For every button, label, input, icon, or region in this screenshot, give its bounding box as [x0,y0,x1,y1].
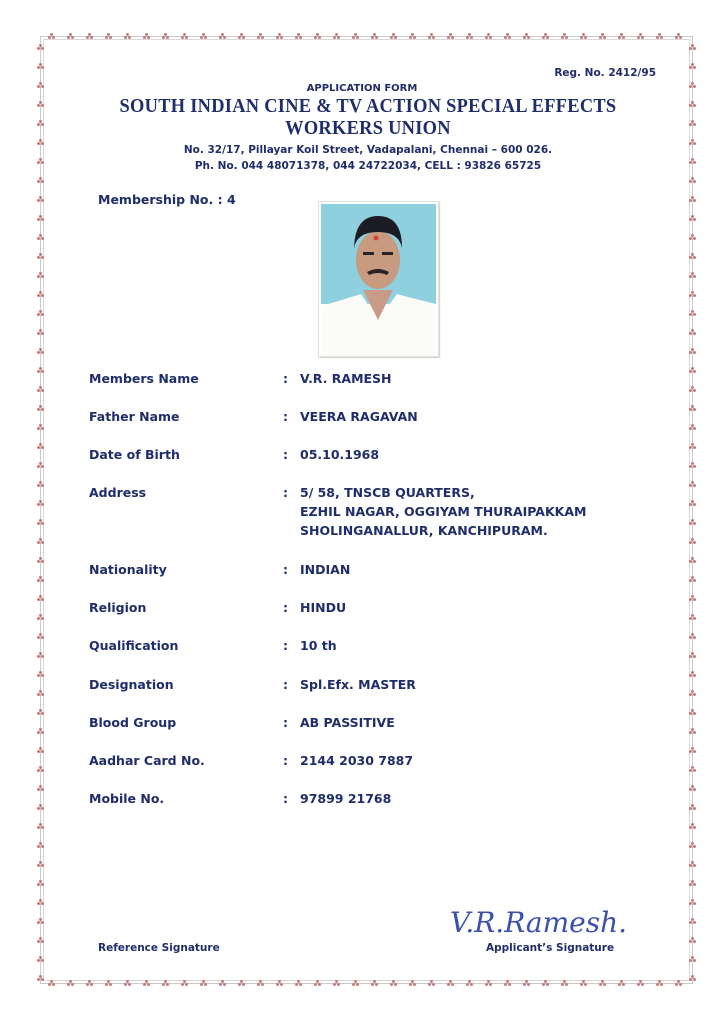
trefoil-icon [523,33,530,40]
trefoil-icon [238,33,245,40]
field-value [300,560,350,579]
field-value-line: SHOLINGANALLUR, KANCHIPURAM. [300,523,548,538]
trefoil-icon [37,519,44,526]
trefoil-icon [352,33,359,40]
trefoil-icon [689,462,696,469]
trefoil-icon [371,980,378,987]
applicant-signature-label: Applicant’s Signature [486,942,615,954]
field-value [300,751,413,770]
trefoil-icon [143,980,150,987]
registration-number: Reg. No. 2412/95 [554,67,656,79]
trefoil-icon [257,33,264,40]
trefoil-icon [689,899,696,906]
trefoil-icon [37,177,44,184]
trefoil-icon [689,880,696,887]
trefoil-icon [37,690,44,697]
trefoil-icon [48,980,55,987]
trefoil-icon [637,33,644,40]
trefoil-icon [689,44,696,51]
trefoil-icon [37,291,44,298]
trefoil-icon [37,196,44,203]
trefoil-icon [689,671,696,678]
trefoil-icon [67,33,74,40]
trefoil-icon [37,63,44,70]
trefoil-icon [689,538,696,545]
person-portrait-icon [319,202,438,356]
trefoil-icon [276,33,283,40]
trefoil-icon [689,956,696,963]
trefoil-icon [689,937,696,944]
trefoil-icon [409,33,416,40]
form-title: APPLICATION FORM [306,83,418,94]
trefoil-icon [37,804,44,811]
trefoil-icon [689,975,696,982]
trefoil-icon [37,310,44,317]
field-label: Mobile No. [89,791,165,806]
trefoil-icon [37,633,44,640]
field-value [300,369,392,388]
trefoil-icon [689,595,696,602]
trefoil-icon [637,980,644,987]
trefoil-icon [485,33,492,40]
field-value [300,713,395,732]
field-separator: : [283,715,288,730]
trefoil-icon [37,329,44,336]
trefoil-icon [143,33,150,40]
trefoil-icon [689,63,696,70]
field-label: Father Name [89,409,180,424]
trefoil-icon [37,253,44,260]
trefoil-icon [542,980,549,987]
trefoil-icon [37,785,44,792]
trefoil-icon [689,367,696,374]
trefoil-icon [37,44,44,51]
trefoil-icon [37,747,44,754]
field-value [300,789,391,808]
trefoil-icon [504,33,511,40]
field-separator: : [283,447,288,462]
field-separator: : [283,562,288,577]
trefoil-icon [37,481,44,488]
field-value-line: 05.10.1968 [300,447,380,462]
trefoil-icon [333,980,340,987]
trefoil-icon [67,980,74,987]
trefoil-icon [466,33,473,40]
trefoil-icon [37,367,44,374]
trefoil-icon [105,980,112,987]
trefoil-icon [618,33,625,40]
field-label: Date of Birth [89,447,180,462]
trefoil-icon [428,33,435,40]
field-label: Religion [89,600,147,615]
trefoil-icon [37,234,44,241]
trefoil-icon [295,33,302,40]
trefoil-icon [689,234,696,241]
trefoil-icon [37,538,44,545]
trefoil-icon [37,348,44,355]
trefoil-icon [689,747,696,754]
field-value-line: INDIAN [300,562,351,577]
applicant-signature [446,898,636,942]
trefoil-icon [37,405,44,412]
trefoil-icon [37,671,44,678]
trefoil-icon [689,918,696,925]
membership-number: Membership No. : 4 [98,192,236,207]
field-separator: : [283,371,288,386]
trefoil-icon [689,861,696,868]
trefoil-icon [105,33,112,40]
union-phone: Ph. No. 044 48071378, 044 24722034, CELL : 93826 65725 [194,160,542,172]
trefoil-icon [48,33,55,40]
trefoil-icon [37,443,44,450]
trefoil-icon [37,880,44,887]
field-separator: : [283,409,288,424]
trefoil-icon [689,614,696,621]
signature-text: V.R.Ramesh. [450,906,628,939]
applicant-photo [318,201,439,357]
trefoil-icon [689,196,696,203]
trefoil-icon [689,291,696,298]
trefoil-icon [37,975,44,982]
trefoil-icon [689,842,696,849]
trefoil-icon [390,33,397,40]
field-value-line: V.R. RAMESH [300,371,392,386]
field-value [300,675,416,694]
trefoil-icon [447,980,454,987]
trefoil-icon [689,405,696,412]
trefoil-icon [689,690,696,697]
trefoil-icon [675,980,682,987]
trefoil-icon [599,33,606,40]
trefoil-icon [37,386,44,393]
trefoil-icon [409,980,416,987]
trefoil-icon [504,980,511,987]
trefoil-icon [689,272,696,279]
trefoil-icon [37,215,44,222]
union-name-line2: WORKERS UNION [285,117,451,139]
trefoil-icon [447,33,454,40]
trefoil-icon [181,980,188,987]
trefoil-icon [37,595,44,602]
field-value-line: AB PASSITIVE [300,715,395,730]
trefoil-icon [689,500,696,507]
trefoil-icon [542,33,549,40]
trefoil-icon [689,823,696,830]
trefoil-icon [689,424,696,431]
trefoil-icon [371,33,378,40]
trefoil-icon [656,33,663,40]
trefoil-icon [37,937,44,944]
trefoil-icon [428,980,435,987]
trefoil-icon [37,272,44,279]
trefoil-icon [333,33,340,40]
trefoil-icon [37,899,44,906]
trefoil-icon [200,980,207,987]
field-value-line: 97899 21768 [300,791,392,806]
trefoil-icon [37,861,44,868]
field-separator: : [283,791,288,806]
field-separator: : [283,485,288,500]
field-value [300,636,337,655]
union-address: No. 32/17, Pillayar Koil Street, Vadapalani, Chennai – 600 026. [183,144,553,156]
field-label: Address [89,485,147,500]
trefoil-icon [689,253,696,260]
trefoil-icon [37,823,44,830]
trefoil-icon [37,766,44,773]
trefoil-icon [238,980,245,987]
field-value-line: HINDU [300,600,347,615]
field-value-line: 5/ 58, TNSCB QUARTERS, [300,485,475,500]
trefoil-icon [37,424,44,431]
field-separator: : [283,677,288,692]
field-value [300,598,346,617]
trefoil-icon [37,728,44,735]
trefoil-icon [37,614,44,621]
trefoil-icon [37,709,44,716]
trefoil-icon [656,980,663,987]
trefoil-icon [162,980,169,987]
field-value-line: VEERA RAGAVAN [300,409,418,424]
trefoil-icon [689,386,696,393]
trefoil-icon [689,348,696,355]
trefoil-icon [618,980,625,987]
trefoil-icon [86,33,93,40]
trefoil-icon [181,33,188,40]
trefoil-icon [689,652,696,659]
trefoil-icon [219,980,226,987]
trefoil-icon [37,500,44,507]
trefoil-icon [276,980,283,987]
field-value-line: 10 th [300,638,337,653]
trefoil-icon [162,33,169,40]
trefoil-icon [37,652,44,659]
reference-signature-label: Reference Signature [98,942,220,954]
trefoil-icon [37,842,44,849]
trefoil-icon [689,481,696,488]
trefoil-icon [485,980,492,987]
trefoil-icon [37,557,44,564]
trefoil-icon [314,33,321,40]
field-value-line: Spl.Efx. MASTER [300,677,416,692]
trefoil-icon [689,519,696,526]
trefoil-icon [580,980,587,987]
trefoil-icon [689,576,696,583]
trefoil-icon [219,33,226,40]
field-separator: : [283,753,288,768]
trefoil-icon [37,576,44,583]
trefoil-icon [561,33,568,40]
trefoil-icon [689,557,696,564]
field-separator: : [283,638,288,653]
trefoil-icon [675,33,682,40]
field-value [300,483,586,540]
trefoil-icon [124,33,131,40]
trefoil-icon [689,443,696,450]
trefoil-icon [295,980,302,987]
trefoil-icon [37,462,44,469]
trefoil-icon [200,33,207,40]
trefoil-icon [124,980,131,987]
trefoil-icon [257,980,264,987]
trefoil-icon [86,980,93,987]
trefoil-icon [689,709,696,716]
trefoil-icon [523,980,530,987]
trefoil-icon [689,766,696,773]
field-label: Designation [89,677,174,692]
trefoil-icon [580,33,587,40]
field-label: Nationality [89,562,167,577]
field-value-line: EZHIL NAGAR, OGGIYAM THURAIPAKKAM [300,504,587,519]
trefoil-icon [689,177,696,184]
trefoil-icon [689,785,696,792]
trefoil-icon [37,918,44,925]
trefoil-icon [390,980,397,987]
union-name-line1: SOUTH INDIAN CINE & TV ACTION SPECIAL EFFECTS [119,95,617,117]
trefoil-icon [314,980,321,987]
field-label: Qualification [89,638,179,653]
trefoil-icon [561,980,568,987]
trefoil-icon [689,310,696,317]
trefoil-icon [689,633,696,640]
field-label: Aadhar Card No. [89,753,205,768]
trefoil-icon [689,804,696,811]
trefoil-icon [689,329,696,336]
field-value-line: 2144 2030 7887 [300,753,414,768]
trefoil-icon [599,980,606,987]
trefoil-icon [689,728,696,735]
field-label: Members Name [89,371,199,386]
field-value [300,445,379,464]
field-label: Blood Group [89,715,177,730]
field-separator: : [283,600,288,615]
trefoil-icon [466,980,473,987]
trefoil-icon [352,980,359,987]
trefoil-icon [37,956,44,963]
trefoil-icon [689,215,696,222]
field-value [300,407,418,426]
